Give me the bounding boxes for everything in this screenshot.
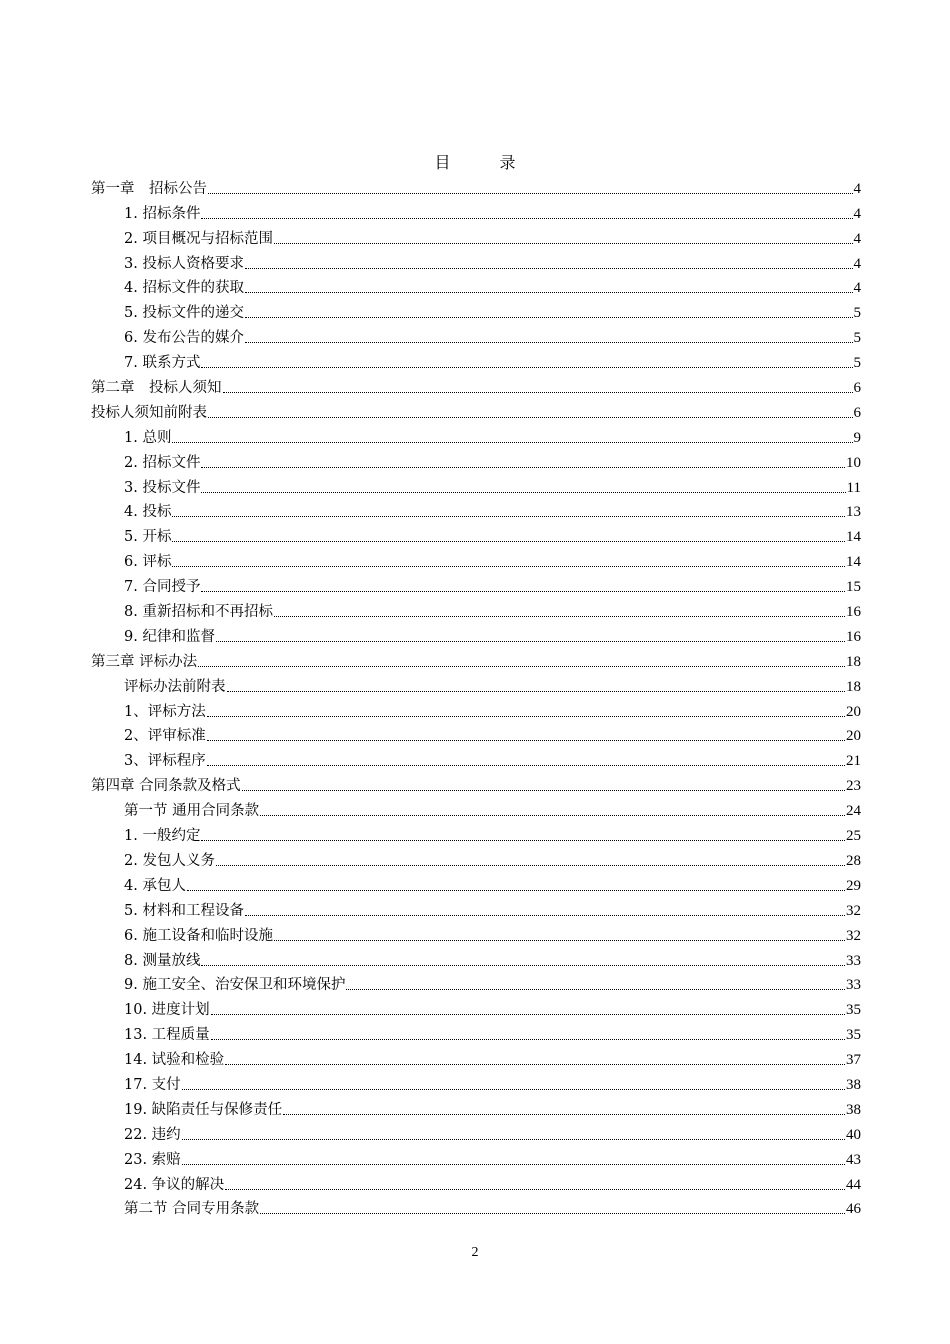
- toc-entry[interactable]: [91, 796, 861, 821]
- toc-entry-page: 38: [846, 1076, 861, 1093]
- dot-leader: [201, 367, 852, 368]
- dot-leader: [201, 467, 845, 468]
- toc-entry-page: 35: [846, 1002, 861, 1019]
- dot-leader: [208, 417, 853, 418]
- toc-entry-page: 23: [846, 778, 861, 795]
- dot-leader: [245, 915, 845, 916]
- toc-entry-page: 15: [846, 579, 861, 596]
- toc-entry-label: 6. 评标: [124, 554, 172, 571]
- toc-entry[interactable]: [91, 1170, 861, 1195]
- dot-leader: [207, 716, 845, 717]
- toc-entry[interactable]: [91, 746, 861, 771]
- toc-entry[interactable]: [91, 647, 861, 672]
- toc-entry-page: 33: [846, 952, 861, 969]
- toc-entry[interactable]: [91, 199, 861, 224]
- toc-entry[interactable]: [91, 771, 861, 796]
- toc-entry-label: 4. 承包人: [124, 877, 186, 894]
- toc-entry-page: 14: [846, 529, 861, 546]
- toc-entry[interactable]: [91, 821, 861, 846]
- toc-entry[interactable]: [91, 373, 861, 398]
- toc-entry[interactable]: [91, 249, 861, 274]
- toc-entry-page: 28: [846, 852, 861, 869]
- toc-entry-label: 评标办法前附表: [124, 678, 226, 695]
- toc-entry-label: 9. 施工安全、治安保卫和环境保护: [124, 977, 346, 994]
- toc-entry[interactable]: [91, 547, 861, 572]
- toc-entry-page: 9: [853, 429, 861, 446]
- toc-entry[interactable]: [91, 348, 861, 373]
- toc-entry-page: 4: [853, 255, 861, 272]
- toc-entry[interactable]: [91, 1195, 861, 1220]
- toc-entry-label: 6. 发布公告的媒介: [124, 330, 244, 347]
- dot-leader: [245, 292, 853, 293]
- dot-leader: [223, 392, 853, 393]
- dot-leader: [274, 616, 845, 617]
- toc-entry-page: 46: [846, 1201, 861, 1218]
- toc-entry-page: 32: [846, 902, 861, 919]
- dot-leader: [245, 342, 853, 343]
- toc-entry[interactable]: [91, 398, 861, 423]
- toc-entry-label: 2. 招标文件: [124, 454, 201, 471]
- toc-entry[interactable]: [91, 995, 861, 1020]
- toc-entry[interactable]: [91, 846, 861, 871]
- dot-leader: [208, 193, 853, 194]
- toc-entry-page: 4: [853, 230, 861, 247]
- dot-leader: [211, 1039, 845, 1040]
- toc-entry-label: 1. 总则: [124, 429, 172, 446]
- toc-entry-label: 4. 投标: [124, 504, 172, 521]
- toc-entry[interactable]: [91, 672, 861, 697]
- toc-entry-label: 3、评标程序: [124, 753, 206, 770]
- dot-leader: [274, 940, 845, 941]
- dot-leader: [207, 740, 845, 741]
- dot-leader: [201, 965, 845, 966]
- toc-entry[interactable]: [91, 871, 861, 896]
- toc-entry[interactable]: [91, 423, 861, 448]
- toc-entry-label: 第二章 投标人须知: [91, 380, 222, 397]
- toc-entry-page: 18: [846, 678, 861, 695]
- page-number: 2: [471, 1245, 479, 1260]
- dot-leader: [245, 268, 853, 269]
- toc-entry-page: 6: [853, 380, 861, 397]
- toc-entry-page: 5: [853, 330, 861, 347]
- toc-entry-page: 4: [853, 280, 861, 297]
- toc-entry[interactable]: [91, 274, 861, 299]
- dot-leader: [182, 1089, 845, 1090]
- dot-leader: [346, 989, 845, 990]
- dot-leader: [172, 516, 845, 517]
- toc-entry[interactable]: [91, 697, 861, 722]
- toc-entry[interactable]: [91, 323, 861, 348]
- toc-entry-label: 2. 发包人义务: [124, 852, 215, 869]
- toc-entry-page: 21: [846, 753, 861, 770]
- toc-entry-page: 29: [846, 877, 861, 894]
- toc-entry[interactable]: [91, 622, 861, 647]
- toc-entry-label: 8. 重新招标和不再招标: [124, 604, 273, 621]
- toc-entry[interactable]: [91, 722, 861, 747]
- dot-leader: [211, 1014, 845, 1015]
- toc-entry-label: 第三章 评标办法: [91, 653, 198, 670]
- toc-entry[interactable]: [91, 946, 861, 971]
- dot-leader: [274, 243, 853, 244]
- dot-leader: [260, 1213, 845, 1214]
- dot-leader: [260, 815, 845, 816]
- toc-entry-label: 3. 投标人资格要求: [124, 255, 244, 272]
- dot-leader: [172, 541, 845, 542]
- dot-leader: [216, 641, 845, 642]
- toc-title: 目 录: [434, 153, 538, 172]
- toc-entry-page: 40: [846, 1126, 861, 1143]
- toc-entry[interactable]: [91, 1145, 861, 1170]
- toc-entry[interactable]: [91, 921, 861, 946]
- toc-entry-label: 23. 索赔: [124, 1151, 181, 1168]
- toc-entry-page: 5: [853, 355, 861, 372]
- toc-entry-page: 20: [846, 703, 861, 720]
- toc-entry[interactable]: [91, 498, 861, 523]
- toc-entry-label: 24. 争议的解决: [124, 1176, 225, 1193]
- dot-leader: [245, 317, 853, 318]
- toc-entry-label: 6. 施工设备和临时设施: [124, 927, 273, 944]
- toc-entry-page: 18: [846, 653, 861, 670]
- toc-entry-page: 14: [846, 554, 861, 571]
- toc-entry-page: 13: [846, 504, 861, 521]
- toc-entry-label: 第四章 合同条款及格式: [91, 778, 241, 795]
- dot-leader: [182, 1139, 845, 1140]
- dot-leader: [201, 218, 852, 219]
- dot-leader: [242, 790, 845, 791]
- toc-entry-label: 第一章 招标公告: [91, 180, 207, 197]
- toc-entry-label: 7. 合同授予: [124, 579, 201, 596]
- toc-entry[interactable]: [91, 896, 861, 921]
- toc-entry-label: 1. 一般约定: [124, 828, 201, 845]
- toc-entry[interactable]: [91, 1020, 861, 1045]
- dot-leader: [227, 691, 846, 692]
- toc-entry[interactable]: [91, 1095, 861, 1120]
- dot-leader: [198, 666, 845, 667]
- dot-leader: [216, 865, 845, 866]
- toc-entry-page: 44: [846, 1176, 861, 1193]
- dot-leader: [172, 566, 845, 567]
- dot-leader: [201, 492, 845, 493]
- toc-entry-page: 16: [846, 628, 861, 645]
- toc-entry-label: 5. 开标: [124, 529, 172, 546]
- toc-entry-page: 37: [846, 1052, 861, 1069]
- toc-entry-label: 4. 招标文件的获取: [124, 280, 244, 297]
- toc-entry-label: 7. 联系方式: [124, 355, 201, 372]
- toc-entry-label: 2、评审标准: [124, 728, 206, 745]
- dot-leader: [187, 890, 845, 891]
- toc-entry-label: 8. 测量放线: [124, 952, 201, 969]
- toc-entry-label: 10. 进度计划: [124, 1002, 210, 1019]
- toc-entry-label: 3. 投标文件: [124, 479, 201, 496]
- toc-entry[interactable]: [91, 572, 861, 597]
- toc-entry-page: 32: [846, 927, 861, 944]
- toc-entry-label: 19. 缺陷责任与保修责任: [124, 1101, 283, 1118]
- toc-entry[interactable]: [91, 1120, 861, 1145]
- toc-entry-page: 11: [846, 479, 861, 496]
- toc-entry-page: 4: [853, 205, 861, 222]
- toc-entry-page: 16: [846, 604, 861, 621]
- toc-entry-label: 2. 项目概况与招标范围: [124, 230, 273, 247]
- toc-entry-page: 10: [846, 454, 861, 471]
- toc-entry-page: 24: [846, 803, 861, 820]
- toc-entry-label: 14. 试验和检验: [124, 1052, 225, 1069]
- toc-entry-page: 4: [853, 180, 861, 197]
- toc-entry-page: 38: [846, 1101, 861, 1118]
- dot-leader: [225, 1189, 845, 1190]
- toc-entry[interactable]: [91, 298, 861, 323]
- toc-entry-label: 第一节 通用合同条款: [124, 803, 260, 820]
- toc-entry[interactable]: [91, 597, 861, 622]
- table-of-contents: [91, 174, 861, 1219]
- toc-entry-label: 1、评标方法: [124, 703, 206, 720]
- toc-entry-label: 13. 工程质量: [124, 1027, 210, 1044]
- toc-entry-page: 20: [846, 728, 861, 745]
- dot-leader: [225, 1064, 845, 1065]
- toc-entry-label: 5. 材料和工程设备: [124, 902, 244, 919]
- toc-entry[interactable]: [91, 473, 861, 498]
- toc-entry-page: 33: [846, 977, 861, 994]
- dot-leader: [283, 1114, 845, 1115]
- toc-entry[interactable]: [91, 1045, 861, 1070]
- toc-entry-label: 投标人须知前附表: [91, 404, 207, 421]
- toc-entry-label: 9. 纪律和监督: [124, 628, 215, 645]
- dot-leader: [182, 1164, 845, 1165]
- dot-leader: [201, 591, 845, 592]
- toc-entry[interactable]: [91, 1070, 861, 1095]
- dot-leader: [201, 840, 845, 841]
- toc-entry-page: 5: [853, 305, 861, 322]
- dot-leader: [172, 442, 852, 443]
- toc-entry[interactable]: [91, 448, 861, 473]
- toc-entry[interactable]: [91, 174, 861, 199]
- toc-entry-page: 25: [846, 828, 861, 845]
- toc-entry-label: 1. 招标条件: [124, 205, 201, 222]
- toc-entry[interactable]: [91, 522, 861, 547]
- dot-leader: [207, 765, 845, 766]
- toc-entry[interactable]: [91, 971, 861, 996]
- toc-entry-page: 43: [846, 1151, 861, 1168]
- toc-entry-label: 17. 支付: [124, 1076, 181, 1093]
- toc-entry[interactable]: [91, 224, 861, 249]
- toc-entry-label: 5. 投标文件的递交: [124, 305, 244, 322]
- toc-entry-page: 6: [853, 404, 861, 421]
- toc-entry-page: 35: [846, 1027, 861, 1044]
- toc-entry-label: 第二节 合同专用条款: [124, 1201, 260, 1218]
- toc-entry-label: 22. 违约: [124, 1126, 181, 1143]
